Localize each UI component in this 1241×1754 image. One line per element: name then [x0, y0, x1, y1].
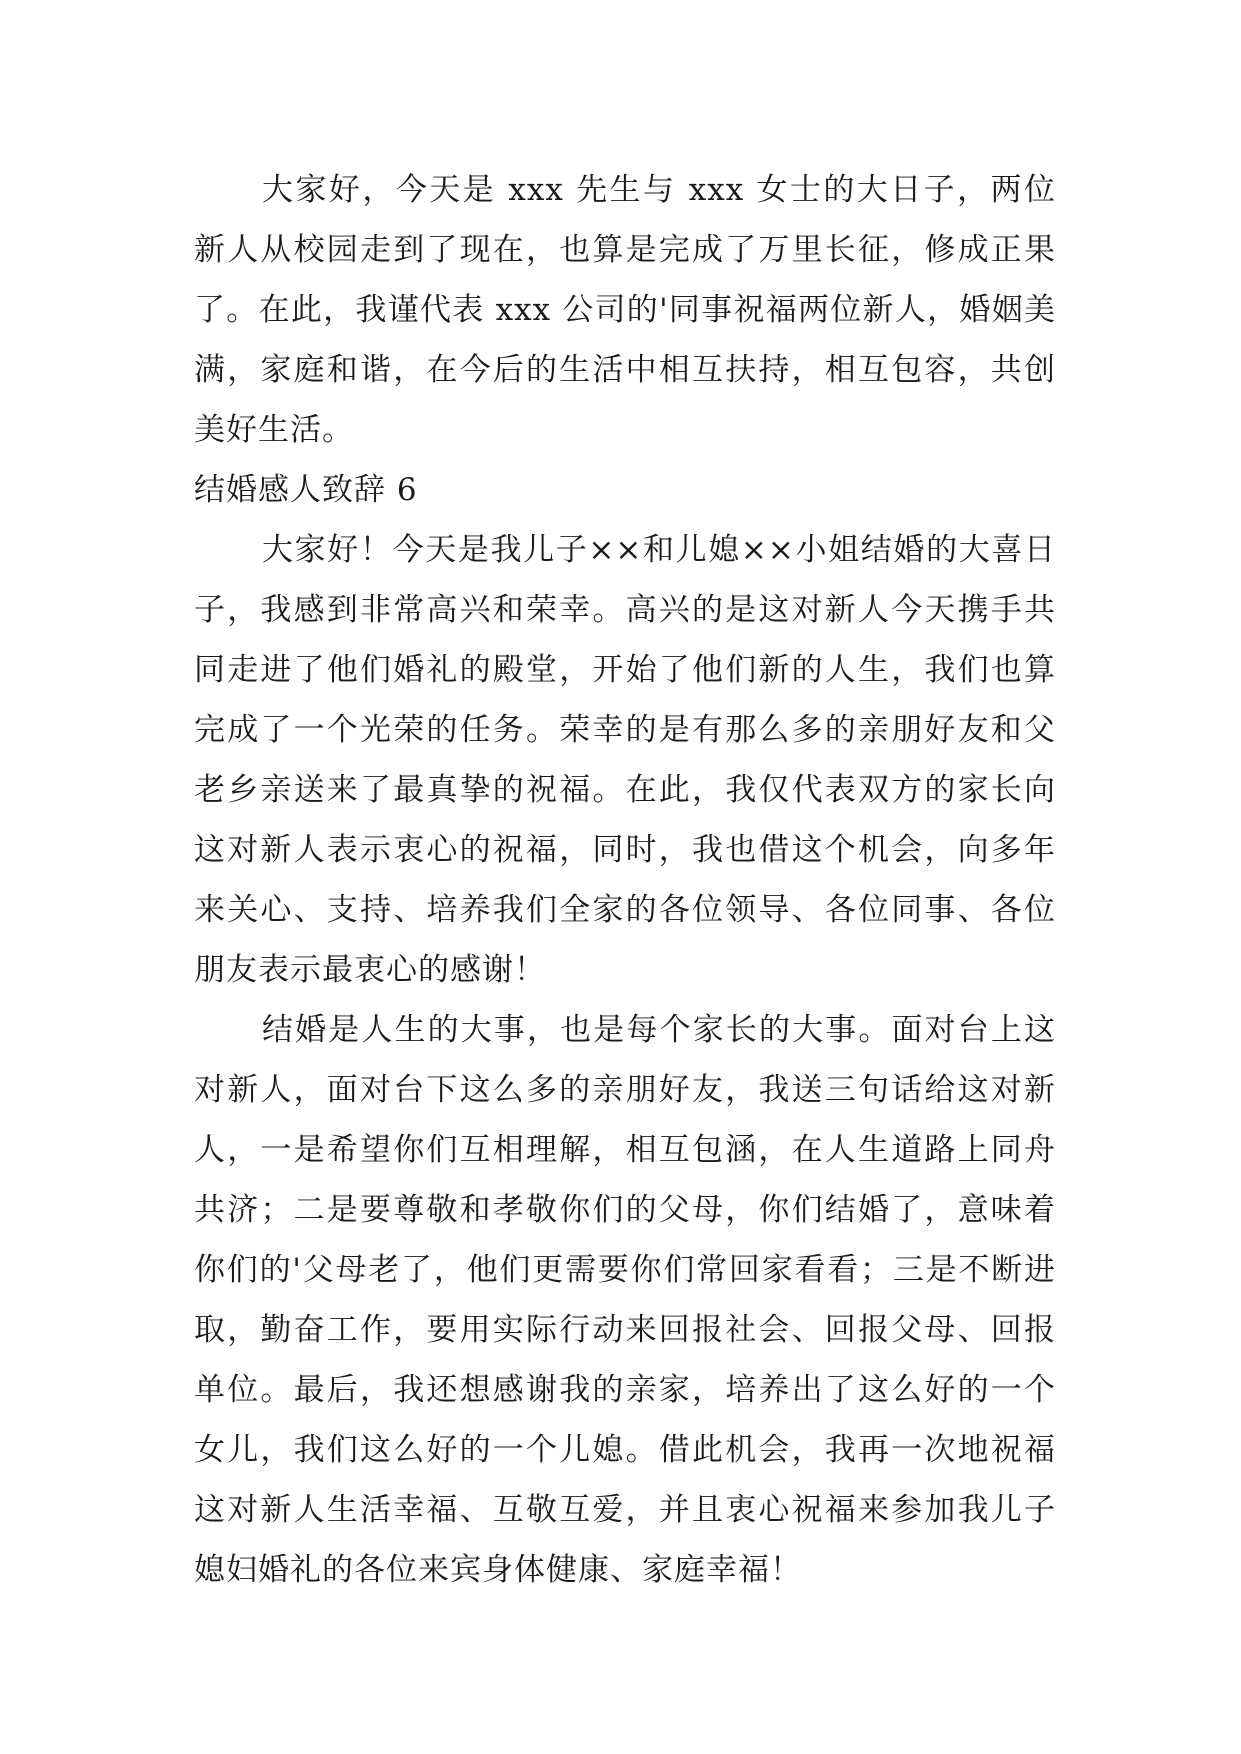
section-heading: 结婚感人致辞 6 — [194, 472, 418, 508]
paragraph-speech-advice: 结婚是人生的大事，也是每个家长的大事。面对台上这对新人，面对台下这么多的亲朋好友，我送三句话给这对新人，一是希望你们互相理解，相互包涵，在人生道路上同舟共济；二是要尊敬和孝敬你们的父母，你们结婚了，意味着你们的'父母老了，他们更需要你们常回家看看；三是不断进取，勤奋工作，要用实际行动来回报社会、回报父母、回报单位。最后，我还想感谢我的亲家，培养出了这么好的一个女儿，我们这么好的一个儿媳。借此机会，我再一次地祝福这对新人生活幸福、互敬互爱，并且衷心祝福来参加我儿子媳妇婚礼的各位来宾身体健康、家庭幸福！ — [194, 1012, 1056, 1588]
paragraph-speech-opening: 大家好！今天是我儿子××和儿媳××小姐结婚的大喜日子，我感到非常高兴和荣幸。高兴的是这对新人今天携手共同走进了他们婚礼的殿堂，开始了他们新的人生，我们也算完成了一个光荣的任务。荣幸的是有那么多的亲朋好友和父老乡亲送来了最真挚的祝福。在此，我仅代表双方的家长向这对新人表示衷心的祝福，同时，我也借这个机会，向多年来关心、支持、培养我们全家的各位领导、各位同事、各位朋友表示最衷心的感谢！ — [194, 532, 1056, 988]
document-body — [194, 160, 1056, 1600]
paragraph-greeting: 大家好，今天是 xxx 先生与 xxx 女士的大日子，两位新人从校园走到了现在，也算是完成了万里长征，修成正果了。在此，我谨代表 xxx 公司的'同事祝福两位新人，婚姻美满，家庭和谐，在今后的生活中相互扶持，相互包容，共创美好生活。 — [194, 172, 1056, 448]
